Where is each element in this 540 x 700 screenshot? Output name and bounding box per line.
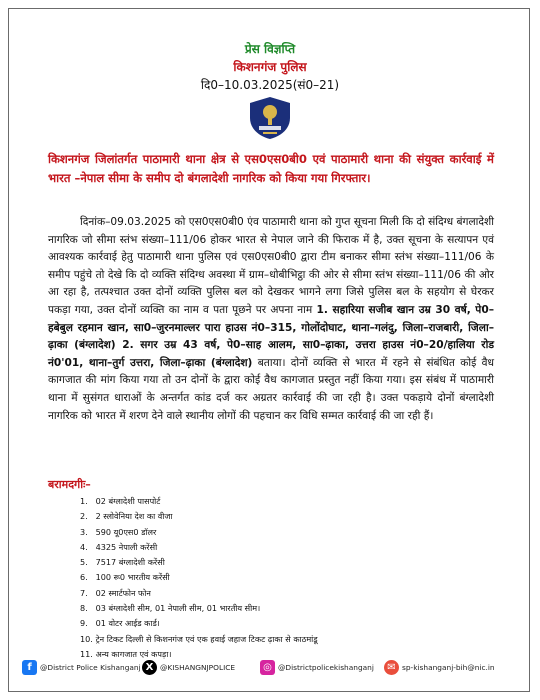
- arrested-names-details: 1. सहारिया सजीब खान उम्र 30 वर्ष, पे0–हबेबुल रहमान खान, सा0–जुरनमाल्लर पारा हाउस नं0–315, गोलोंदोघाट, थाना–गलंदु, जिला–राजबारी, जिला–ढ़ाका (बंग्लादेश) 2. सगर उम्र 43 वर्ष, पे0–साह आलम, सा0–ढ़ाका, उत्तरा हाउस नं0–20/हालिया रोड नं0'01, थाना–तुर्ग उत्तरा, जिला–ढ़ाका (बंग्लादेश): [48, 303, 494, 369]
- list-item: 10. ट्रेन टिकट दिल्ली से किशनगंज एवं एक हवाई जहाज टिकट ढ़ाका से काठमांडू: [80, 633, 318, 644]
- body-text-part-1: दिनांक–09.03.2025 को एस0एस0बी0 एंव पाठामारी थाना को गुप्त सूचना मिली कि दो संदिग्ध बंगलादेशी नागरिक जो सीमा स्तंभ संख्या–111/06 होकर भारत से नेपाल जाने की फिराक में है, उक्त सूचना के सत्यापन एवं आवश्यक कार्रवाई हेतु पाठामारी थाना पुलिस एवं एस0एस0बी0 द्वारा टीम बनाकर सीमा स्तंभ संख्या–111/06 के समीप पहुंचे तो देखे कि दो व्यक्ति संदिग्ध अवस्था में ग्राम–धोबीभिट्ठा की ओर से सीमा स्तंभ संख्या–111/06 की ओर आ रहा है, तत्पश्चात उक्त दोनों व्यक्ति पुलिस बल को देखकर भागने लगा जिसे पुलिस बल के सहयोग से घेरकर पकड़ा गया, उक्त दोनों व्यक्ति का नाम व पता पूछने पर अपना नाम: [48, 216, 494, 316]
- list-item: 11. अन्य कागजात एवं कपड़ा।: [80, 648, 172, 659]
- list-item: 4. 4325 नेपाली करेंसी: [80, 541, 158, 552]
- body-paragraph: [48, 214, 494, 425]
- instagram-link[interactable]: [260, 658, 374, 676]
- facebook-link[interactable]: [22, 658, 141, 676]
- list-item: 7. 02 स्मार्टफोन फोन: [80, 587, 151, 598]
- list-item: 3. 590 यू0एस0 डॉलर: [80, 526, 157, 537]
- list-item: 6. 100 रू0 भारतीय करेंसी: [80, 572, 170, 583]
- email-icon: ✉: [384, 660, 399, 675]
- body-text-part-2: बताया। दोनों व्यक्ति से भारत में रहने से संबंधित कोई वैध कागजात की मांग किया गया तो उन दोनों के द्वारा कोई वैध कागजात प्रस्तुत नहीं किया गया। इस संबंध में पाठामारी थाना में सुसंगत धाराओं के अन्तर्गत कांड दर्ज कर अग्रतर कार्रवाई की जा रही है। उक्त पकड़ाये दोनों बंग्लादेशी नागरिक को भारत में शरण देने वाले स्थानीय लोगों की पहचान कर विधि सम्मत कार्रवाई की जा रही हैं।: [48, 356, 495, 422]
- email-link[interactable]: [384, 658, 495, 676]
- headline-subject: किशनगंज जिलांतर्गत पाठामारी थाना क्षेत्र से एस0एस0बी0 एवं पाठामारी थाना की संयुक्त कार्रवाई में भारत –नेपाल सीमा के समीप दो बंगलादेशी नागरिक को किया गया गिरफ्तार।: [48, 152, 494, 185]
- press-release-title: प्रेस विज्ञप्ति: [244, 42, 296, 56]
- list-item: 9. 01 वोटर आईड कार्ड।: [80, 618, 160, 629]
- recovery-heading: बरामदगीः–: [48, 478, 91, 491]
- facebook-icon: f: [22, 660, 37, 675]
- x-icon: X: [142, 660, 157, 675]
- facebook-handle: @District Police Kishanganj: [40, 662, 141, 672]
- bihar-police-emblem: [245, 96, 295, 140]
- x-link[interactable]: [142, 658, 235, 676]
- list-item: 5. 7517 बंग्लादेशी करेंसी: [80, 557, 165, 568]
- list-item: 1. 02 बंग्लादेशी पासपोर्ट: [80, 496, 161, 506]
- list-item: 8. 03 बंग्लादेशी सीम, 01 नेपाली सीम, 01 भारतीय सीम।: [80, 603, 261, 614]
- list-item: 2. 2 स्लोवेनिया देश का वीजा: [80, 511, 173, 522]
- instagram-handle: @Districtpolicekishanganj: [278, 662, 374, 672]
- x-handle: @KISHANGNJPOLICE: [160, 662, 236, 672]
- recovery-list: [80, 494, 500, 662]
- reference-date: दि0–10.03.2025(सं0–21): [200, 78, 340, 92]
- social-footer: [22, 656, 518, 678]
- email-address: sp-kishanganj-bih@nic.in: [402, 662, 495, 672]
- organization-name: किशनगंज पुलिस: [233, 60, 307, 74]
- instagram-icon: ◎: [260, 660, 275, 675]
